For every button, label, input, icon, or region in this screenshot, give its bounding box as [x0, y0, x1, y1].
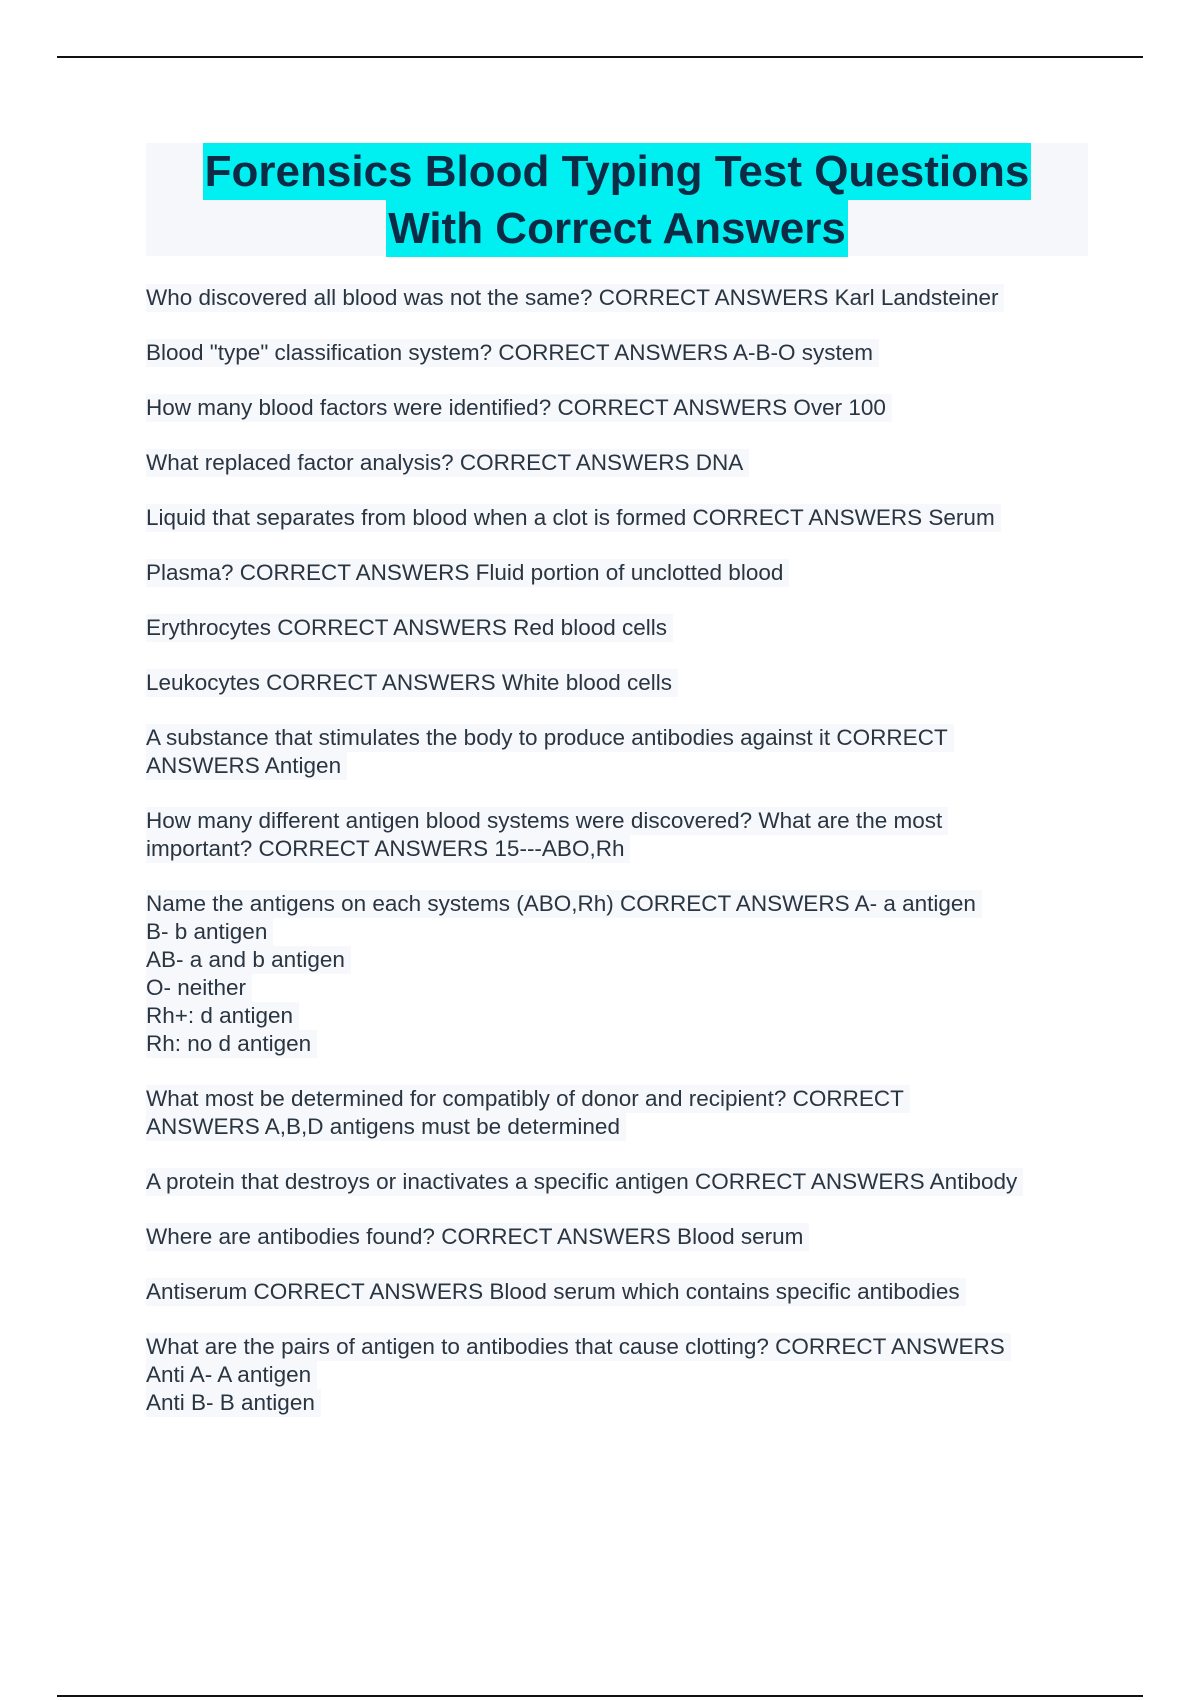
- qa-line: Rh+: d antigen: [146, 1002, 299, 1030]
- qa-line: Liquid that separates from blood when a clot is formed CORRECT ANSWERS Serum: [146, 504, 1001, 532]
- qa-line: Leukocytes CORRECT ANSWERS White blood cells: [146, 669, 678, 697]
- qa-list: [146, 284, 1096, 1444]
- qa-line: How many blood factors were identified? CORRECT ANSWERS Over 100: [146, 394, 892, 422]
- qa-item: [146, 394, 1096, 422]
- document-title: [146, 143, 1088, 256]
- qa-line: important? CORRECT ANSWERS 15---ABO,Rh: [146, 835, 630, 863]
- qa-line: Antiserum CORRECT ANSWERS Blood serum which contains specific antibodies: [146, 1278, 966, 1306]
- qa-line: B- b antigen: [146, 918, 273, 946]
- qa-item: [146, 807, 1096, 863]
- qa-item: [146, 559, 1096, 587]
- qa-line: What most be determined for compatibly of donor and recipient? CORRECT: [146, 1085, 910, 1113]
- qa-item: [146, 614, 1096, 642]
- qa-line: What replaced factor analysis? CORRECT ANSWERS DNA: [146, 449, 749, 477]
- qa-line: O- neither: [146, 974, 252, 1002]
- qa-line: Who discovered all blood was not the same? CORRECT ANSWERS Karl Landsteiner: [146, 284, 1004, 312]
- qa-line: Erythrocytes CORRECT ANSWERS Red blood cells: [146, 614, 673, 642]
- qa-item: [146, 1085, 1096, 1141]
- qa-line: Where are antibodies found? CORRECT ANSWERS Blood serum: [146, 1223, 809, 1251]
- qa-line: Anti B- B antigen: [146, 1389, 321, 1417]
- qa-line: ANSWERS A,B,D antigens must be determined: [146, 1113, 626, 1141]
- qa-item: [146, 1168, 1096, 1196]
- qa-item: [146, 1278, 1096, 1306]
- qa-line: Anti A- A antigen: [146, 1361, 317, 1389]
- qa-item: [146, 449, 1096, 477]
- qa-line: How many different antigen blood systems were discovered? What are the most: [146, 807, 948, 835]
- qa-item: [146, 890, 1096, 1058]
- qa-item: [146, 504, 1096, 532]
- qa-line: Blood "type" classification system? CORRECT ANSWERS A-B-O system: [146, 339, 879, 367]
- qa-item: [146, 724, 1096, 780]
- qa-line: A substance that stimulates the body to produce antibodies against it CORRECT: [146, 724, 954, 752]
- qa-item: [146, 1223, 1096, 1251]
- qa-line: What are the pairs of antigen to antibodies that cause clotting? CORRECT ANSWERS: [146, 1333, 1011, 1361]
- qa-line: Name the antigens on each systems (ABO,Rh) CORRECT ANSWERS A- a antigen: [146, 890, 982, 918]
- qa-item: [146, 339, 1096, 367]
- qa-line: AB- a and b antigen: [146, 946, 351, 974]
- title-line-2: With Correct Answers: [386, 200, 848, 257]
- title-line-1: Forensics Blood Typing Test Questions: [203, 143, 1032, 200]
- qa-line: Plasma? CORRECT ANSWERS Fluid portion of unclotted blood: [146, 559, 789, 587]
- qa-item: [146, 1333, 1096, 1417]
- qa-item: [146, 669, 1096, 697]
- top-rule: [57, 56, 1143, 58]
- qa-line: Rh: no d antigen: [146, 1030, 317, 1058]
- qa-line: ANSWERS Antigen: [146, 752, 347, 780]
- qa-item: [146, 284, 1096, 312]
- bottom-rule: [57, 1695, 1143, 1697]
- qa-line: A protein that destroys or inactivates a specific antigen CORRECT ANSWERS Antibody: [146, 1168, 1023, 1196]
